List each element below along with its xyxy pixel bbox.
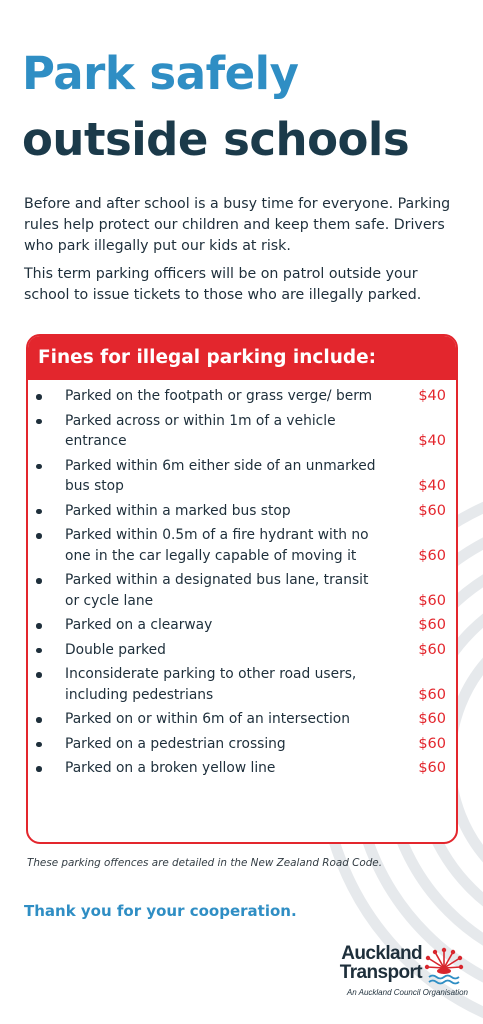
bullet-icon	[36, 717, 42, 723]
fines-list	[28, 380, 456, 779]
fine-description: Parked within a marked bus stop	[65, 502, 291, 519]
bullet-icon	[36, 623, 42, 629]
fine-item	[28, 709, 456, 730]
logo-subtitle: An Auckland Council Organisation	[346, 988, 468, 997]
fine-amount: $60	[418, 617, 446, 633]
fine-item	[28, 386, 456, 407]
fine-description: Parked on a broken yellow line	[65, 760, 276, 776]
fine-description: Parked within 6m either side of an unmarked bus stop	[65, 457, 376, 494]
fine-amount: $60	[418, 686, 446, 703]
thanks-message: Thank you for your cooperation.	[24, 902, 297, 920]
fine-item	[28, 501, 456, 522]
bullet-icon	[36, 509, 42, 515]
bullet-icon	[36, 394, 42, 400]
bullet-icon	[36, 533, 42, 539]
bullet-icon	[36, 672, 42, 678]
fine-item	[28, 525, 456, 566]
bullet-icon	[36, 766, 42, 772]
fines-box	[26, 334, 458, 844]
fine-item	[28, 664, 456, 705]
pohutukawa-flower-icon	[424, 946, 464, 986]
intro-paragraph-1: Before and after school is a busy time for everyone. Parking rules help protect our children and keep them safe. Drivers who park illegally put our kids at risk.	[24, 196, 451, 254]
fine-item	[28, 758, 456, 779]
fine-amount: $40	[418, 478, 446, 494]
bullet-icon	[36, 648, 42, 654]
fine-item	[28, 570, 456, 611]
fine-description: Double parked	[65, 641, 166, 658]
fine-description: Parked within a designated bus lane, transit or cycle lane	[65, 572, 369, 609]
road-code-footnote: These parking offences are detailed in the New Zealand Road Code.	[27, 857, 383, 869]
fine-amount: $60	[418, 547, 446, 564]
fine-item	[28, 411, 456, 452]
fine-description: Parked on a clearway	[65, 617, 213, 633]
logo-line-1: Auckland	[341, 943, 422, 964]
title-line-2: outside schools	[22, 113, 410, 166]
fine-item	[28, 640, 456, 661]
bullet-icon	[36, 464, 42, 470]
fine-description: Parked on a pedestrian crossing	[65, 735, 286, 752]
fine-amount: $60	[418, 711, 446, 727]
fine-description: Parked on the footpath or grass verge/ berm	[65, 388, 373, 404]
fine-description: Parked on or within 6m of an intersection	[65, 711, 350, 727]
fine-amount: $60	[418, 592, 446, 609]
fine-amount: $60	[418, 760, 446, 776]
logo-line-2: Transport	[339, 962, 422, 983]
logo-wordmark	[330, 944, 422, 982]
fine-description: Parked within 0.5m of a fire hydrant with no one in the car legally capable of moving it	[65, 527, 369, 564]
fine-amount: $60	[418, 735, 446, 752]
fine-amount: $40	[418, 388, 446, 404]
bullet-icon	[36, 578, 42, 584]
fines-heading: Fines for illegal parking include:	[28, 336, 456, 380]
fine-item	[28, 615, 456, 636]
fine-description: Inconsiderate parking to other road users, including pedestrians	[65, 666, 357, 703]
fine-amount: $60	[418, 641, 446, 658]
fine-description: Parked across or within 1m of a vehicle entrance	[65, 412, 336, 449]
intro-paragraph-2: This term parking officers will be on patrol outside your school to issue tickets to those who are illegally parked.	[24, 266, 422, 303]
fine-item	[28, 456, 456, 497]
fine-item	[28, 734, 456, 755]
fine-amount: $60	[418, 502, 446, 519]
auckland-transport-logo	[300, 944, 470, 1004]
fine-amount: $40	[418, 433, 446, 449]
bullet-icon	[36, 419, 42, 425]
bullet-icon	[36, 742, 42, 748]
title-line-1: Park safely	[22, 47, 299, 100]
